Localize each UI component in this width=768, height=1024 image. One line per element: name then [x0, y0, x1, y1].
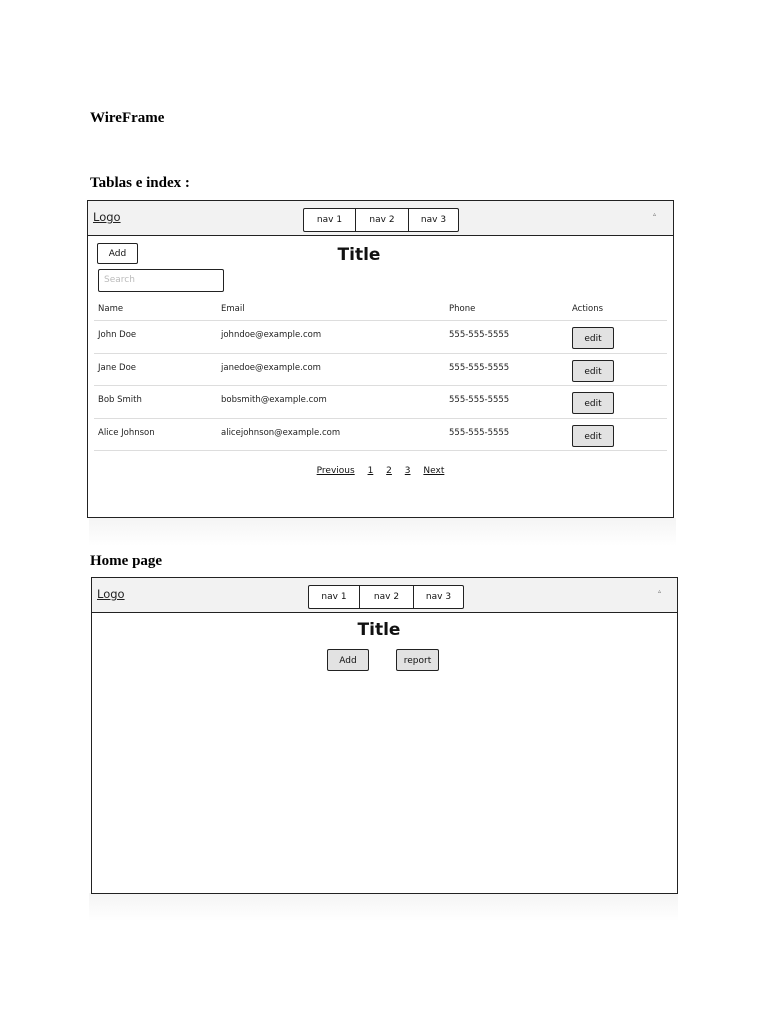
cell-phone: 555-555-5555	[449, 395, 510, 405]
users-table	[94, 299, 667, 451]
nav-item-1[interactable]: nav 1	[316, 215, 343, 225]
nav-item-2[interactable]: nav 2	[355, 209, 408, 231]
section-heading-tables: Tablas e index :	[90, 175, 190, 191]
add-button[interactable]: Add	[327, 649, 369, 671]
pagination-page-3[interactable]: 3	[404, 466, 411, 476]
pagination	[88, 466, 673, 476]
column-header-phone: Phone	[449, 304, 476, 314]
nav-group	[303, 208, 459, 232]
column-header-email: Email	[221, 304, 245, 314]
nav-item-3[interactable]: nav 3	[413, 586, 463, 608]
pagination-page-2[interactable]: 2	[386, 466, 392, 476]
wireframe-header	[88, 201, 673, 236]
add-button[interactable]: Add	[97, 243, 138, 264]
cell-name: John Doe	[98, 330, 137, 340]
menu-caret-icon[interactable]: ▵	[658, 588, 662, 595]
table-row	[94, 354, 667, 387]
cell-phone: 555-555-5555	[449, 362, 510, 373]
cell-name: Bob Smith	[98, 395, 142, 405]
cell-phone: 555-555-5555	[449, 330, 510, 340]
search-input[interactable]: Search	[98, 269, 224, 292]
edit-button[interactable]: edit	[572, 425, 614, 447]
logo-link[interactable]: Logo	[93, 210, 121, 224]
table-wireframe	[87, 200, 674, 518]
home-wireframe	[91, 577, 678, 894]
nav-item-3[interactable]: nav 3	[408, 209, 458, 231]
section-heading-home: Home page	[90, 553, 163, 569]
wireframe-shadow	[89, 893, 678, 921]
document-title: WireFrame	[90, 110, 165, 126]
page-title: Title	[337, 245, 381, 265]
cell-email: johndoe@example.com	[221, 330, 322, 340]
table-header-row	[94, 299, 667, 321]
menu-caret-icon[interactable]: ▵	[653, 211, 657, 218]
edit-button[interactable]: edit	[572, 392, 614, 414]
column-header-actions: Actions	[572, 304, 604, 314]
cell-phone: 555-555-5555	[449, 427, 510, 438]
table-row	[94, 321, 667, 354]
cell-name: Jane Doe	[98, 362, 137, 373]
wireframe-header	[92, 578, 677, 613]
cell-email: janedoe@example.com	[221, 362, 321, 373]
table-row	[94, 386, 667, 419]
nav-group	[308, 585, 464, 609]
wireframe-shadow	[89, 518, 676, 546]
edit-button[interactable]: edit	[572, 327, 614, 349]
cell-name: Alice Johnson	[98, 427, 155, 438]
cell-email: alicejohnson@example.com	[221, 427, 341, 438]
nav-item-1[interactable]: nav 1	[321, 592, 347, 602]
pagination-page-1[interactable]: 1	[367, 466, 374, 476]
pagination-previous-link[interactable]: Previous	[316, 466, 355, 476]
cell-email: bobsmith@example.com	[221, 395, 327, 405]
pagination-next-link[interactable]: Next	[423, 466, 445, 476]
edit-button[interactable]: edit	[572, 360, 614, 382]
logo-link[interactable]: Logo	[97, 587, 125, 601]
report-button[interactable]: report	[396, 649, 439, 671]
table-row	[94, 419, 667, 452]
page-title: Title	[357, 620, 401, 640]
column-header-name: Name	[98, 304, 124, 314]
nav-item-2[interactable]: nav 2	[359, 586, 413, 608]
